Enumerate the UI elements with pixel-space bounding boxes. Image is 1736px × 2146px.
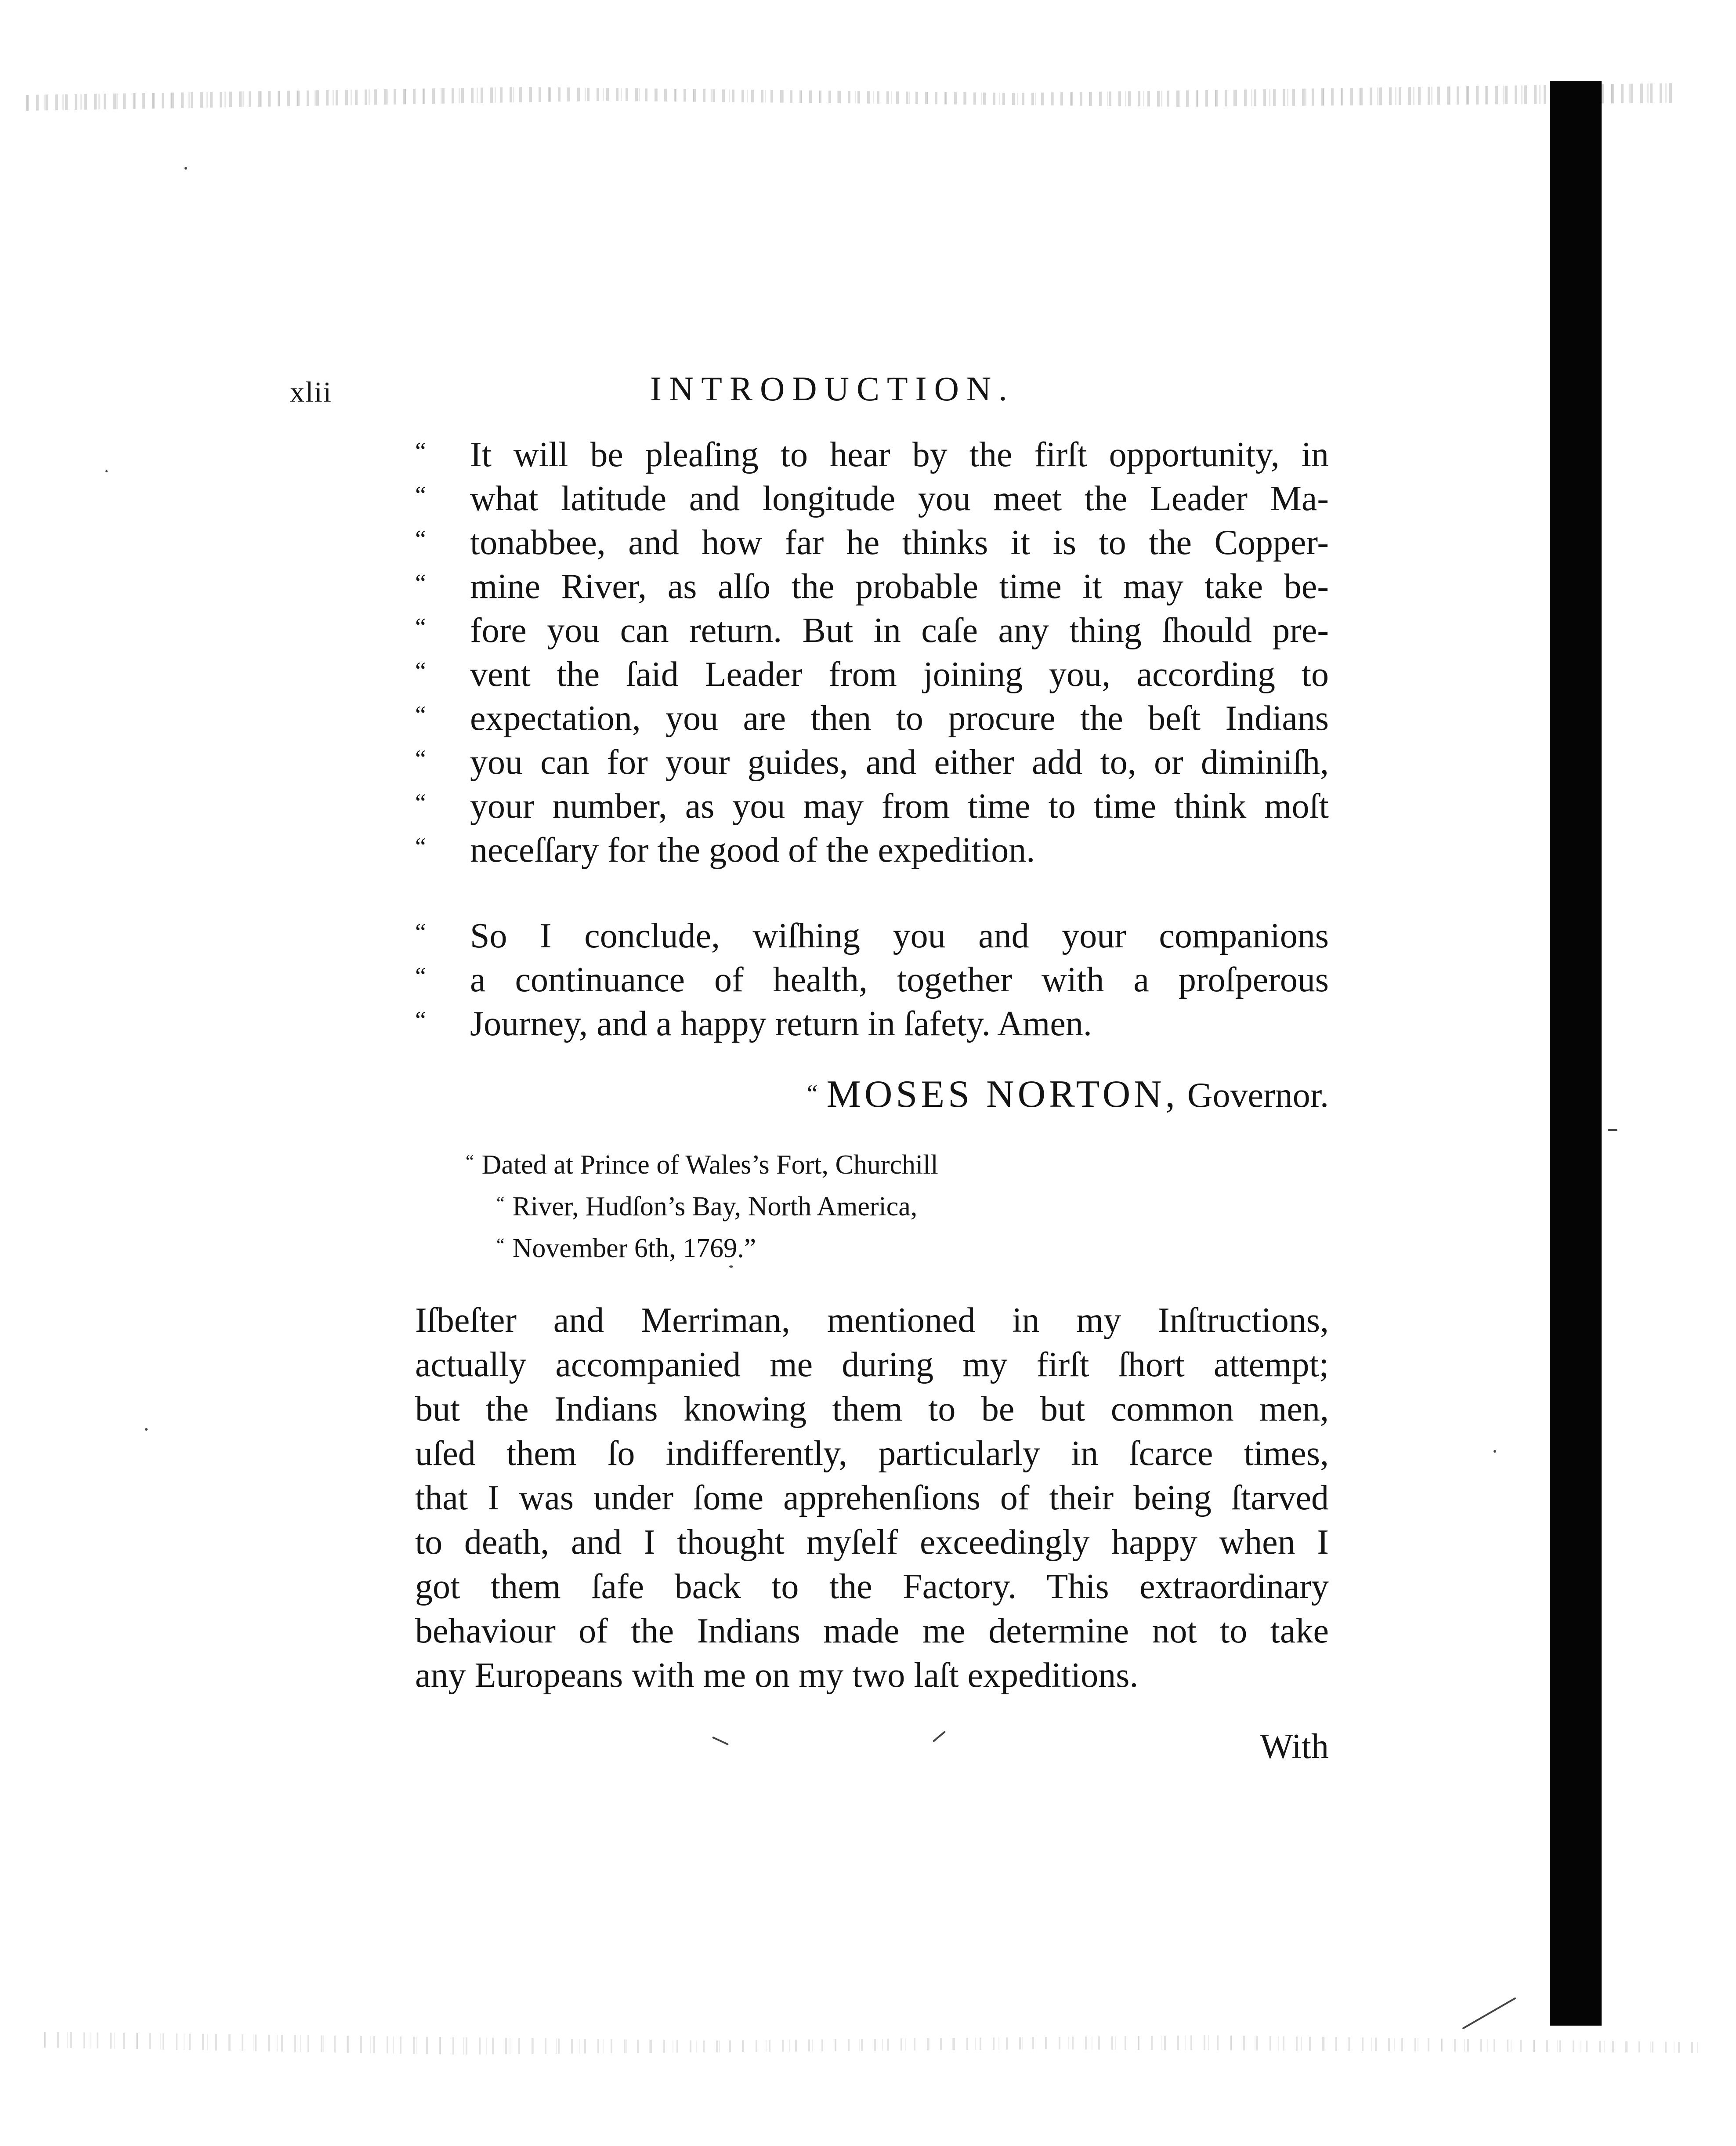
scan-speck xyxy=(729,1265,733,1268)
quote-text: Journey, and a happy return in ſafety. Amen. xyxy=(470,1004,1092,1043)
signatory-title: Governor. xyxy=(1187,1076,1329,1115)
quote-line xyxy=(415,652,1329,696)
quote-mark: “ xyxy=(415,569,426,597)
dateline-line xyxy=(466,1142,938,1184)
quote-mark: “ xyxy=(415,482,426,509)
quote-line xyxy=(415,477,1329,521)
quote-text: fore you can return. But in caſe any thing ſhould pre- xyxy=(470,611,1329,650)
quote-paragraph-1 xyxy=(415,433,1329,872)
quote-line xyxy=(415,784,1329,828)
quote-text: a continuance of health, together with a proſperous xyxy=(470,961,1329,999)
quote-mark: “ xyxy=(415,526,426,553)
scan-noise-bottom xyxy=(44,2021,1704,2056)
quote-line xyxy=(415,828,1329,872)
quote-mark: “ xyxy=(415,789,426,816)
quote-mark: “ xyxy=(496,1193,505,1214)
body-line: but the Indians knowing them to be but common men, xyxy=(415,1390,1329,1428)
dateline-text: November 6th, 1769.” xyxy=(512,1233,756,1263)
quote-mark: “ xyxy=(415,745,426,772)
quote-mark: “ xyxy=(415,919,426,946)
quote-text: what latitude and longitude you meet the Leader Ma- xyxy=(470,479,1329,518)
quote-line xyxy=(415,609,1329,652)
quote-text: mine River, as alſo the probable time it may take be- xyxy=(470,567,1329,606)
running-head: INTRODUCTION. xyxy=(650,370,1015,408)
quote-line xyxy=(415,914,1329,958)
quote-mark: “ xyxy=(415,613,426,641)
scan-speck xyxy=(933,1731,946,1742)
quote-line xyxy=(415,958,1329,1002)
binding-shadow-bar xyxy=(1550,81,1602,2026)
quote-line xyxy=(415,565,1329,609)
quote-text: you can for your guides, and either add to, or diminiſh, xyxy=(470,743,1329,782)
quote-mark: “ xyxy=(415,701,426,729)
quote-text: tonabbee, and how far he thinks it is to the Copper- xyxy=(470,523,1329,562)
scan-speck xyxy=(184,167,187,170)
signature-quote-mark: “ xyxy=(807,1080,818,1107)
quote-mark: “ xyxy=(415,963,426,990)
quote-text: So I conclude, wiſhing you and your companions xyxy=(470,917,1329,955)
signature-line xyxy=(707,1072,1329,1116)
scan-noise-top xyxy=(26,79,1678,119)
quote-mark: “ xyxy=(496,1235,505,1255)
dateline-text: Dated at Prince of Wales’s Fort, Churchill xyxy=(481,1150,938,1180)
body-line: that I was under ſome apprehenſions of their being ſtarved xyxy=(415,1479,1329,1517)
quote-mark: “ xyxy=(415,438,426,465)
scan-speck xyxy=(712,1736,729,1746)
quote-text: vent the ſaid Leader from joining you, according to xyxy=(470,655,1329,694)
quoted-instructions xyxy=(415,433,1329,1046)
scan-speck xyxy=(145,1428,148,1431)
quote-text: neceſſary for the good of the expedition. xyxy=(470,831,1035,870)
body-line: behaviour of the Indians made me determine not to take xyxy=(415,1612,1329,1650)
dateline xyxy=(466,1142,938,1268)
quote-text: expectation, you are then to procure the beſt Indians xyxy=(470,699,1329,738)
body-line: actually accompanied me during my firſt ſhort attempt; xyxy=(415,1345,1329,1384)
dateline-text: River, Hudſon’s Bay, North America, xyxy=(512,1192,918,1222)
quote-mark: “ xyxy=(415,833,426,860)
quote-line xyxy=(415,696,1329,740)
page-number: xlii xyxy=(290,376,333,408)
quote-mark: “ xyxy=(466,1152,474,1172)
signatory-name: MOSES NORTON, xyxy=(826,1073,1179,1116)
body-line: to death, and I thought myſelf exceedingly happy when I xyxy=(415,1523,1329,1562)
body-paragraph xyxy=(415,1298,1329,1698)
catchword: With xyxy=(1260,1727,1329,1766)
quote-text: your number, as you may from time to time think moſt xyxy=(470,787,1329,826)
quote-paragraph-2 xyxy=(415,914,1329,1046)
scan-speck xyxy=(1608,1129,1617,1131)
dateline-line xyxy=(466,1184,938,1226)
dateline-line xyxy=(466,1226,938,1268)
body-line: any Europeans with me on my two laſt expeditions. xyxy=(415,1656,1139,1695)
body-line: got them ſafe back to the Factory. This extraordinary xyxy=(415,1567,1329,1606)
quote-text: It will be pleaſing to hear by the firſt opportunity, in xyxy=(470,435,1329,474)
quote-line xyxy=(415,740,1329,784)
quote-line xyxy=(415,521,1329,565)
scan-speck xyxy=(1462,1997,1516,2029)
scan-speck xyxy=(1494,1450,1496,1453)
body-line: Iſbeſter and Merriman, mentioned in my Inſtructions, xyxy=(415,1301,1329,1340)
quote-mark: “ xyxy=(415,657,426,685)
scan-speck xyxy=(105,470,108,472)
body-line: uſed them ſo indifferently, particularly in ſcarce times, xyxy=(415,1434,1329,1473)
quote-line xyxy=(415,433,1329,477)
quote-line xyxy=(415,1002,1329,1046)
quote-mark: “ xyxy=(415,1007,426,1034)
